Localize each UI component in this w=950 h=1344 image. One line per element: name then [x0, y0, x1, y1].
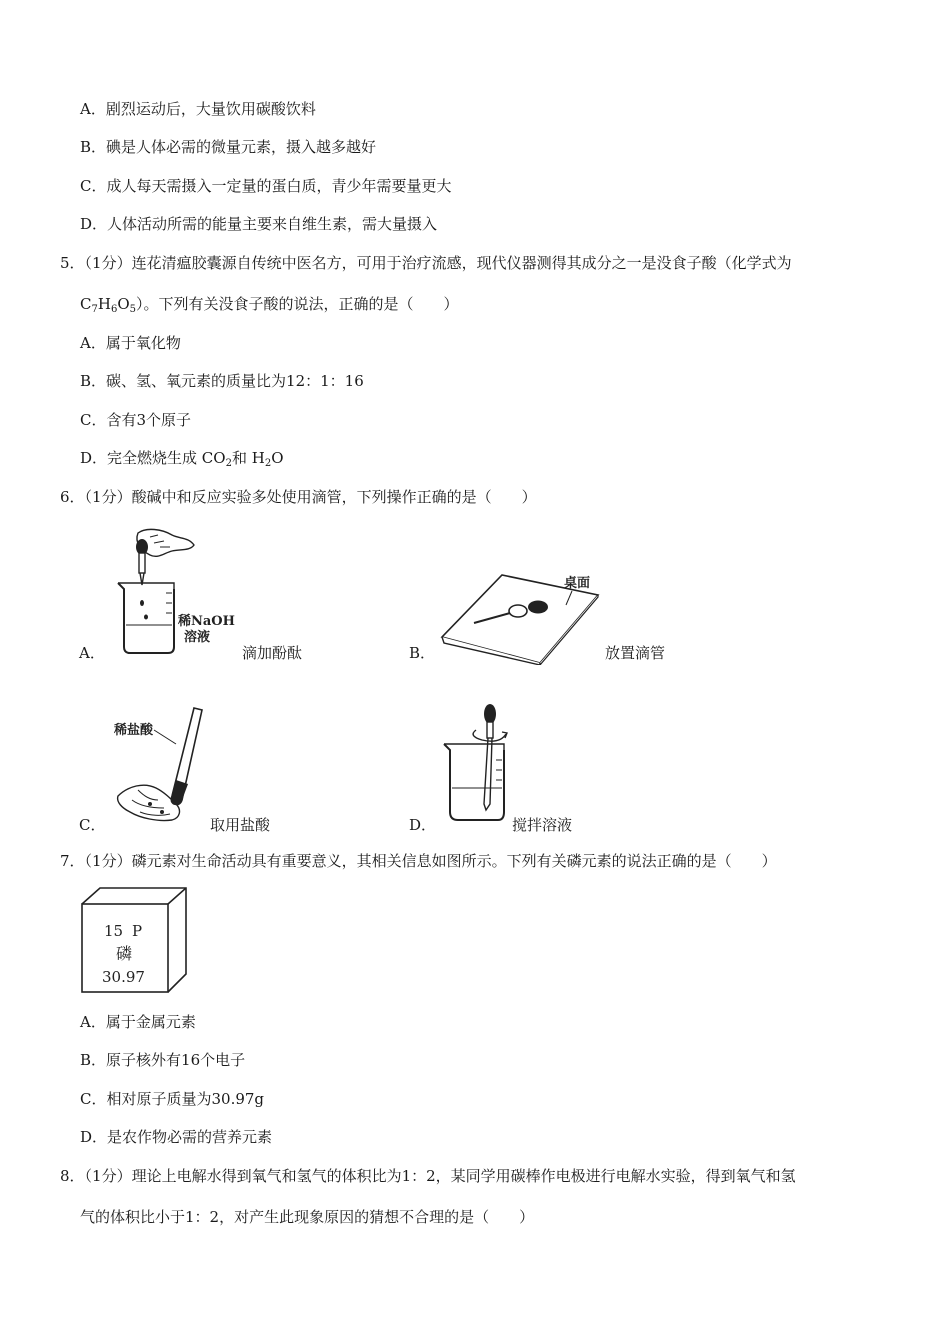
q7-element-mass: 30.97 [102, 968, 145, 986]
q7-element-symbol: P [132, 922, 143, 940]
q6-a-caption: 滴加酚酞 [242, 644, 303, 662]
q8-stem-line2: 气的体积比小于1：2，对产生此现象原因的猜想不合理的是（ ） [80, 1208, 535, 1226]
q7-element-name: 磷 [116, 944, 133, 963]
q5-formula: $C_7H_6O_5$ [80, 295, 137, 315]
q6-c-caption: 取用盐酸 [210, 816, 271, 834]
q6-a-letter: A． [79, 644, 105, 662]
q6-figure-d-stirring [440, 700, 510, 830]
q5-stem-line1: 5．（1分）连花清瘟胶囊源自传统中医名方，可用于治疗流感，现代仪器测得其成分之一是没食子酸（化学式为 [60, 254, 792, 272]
q6-b-label-table: 桌面 [564, 576, 591, 591]
q6-a-label-naoh: 稀NaOH [178, 614, 235, 629]
q5-option-b: B．碳、氢、氧元素的质量比为12：1：16 [80, 372, 364, 390]
q6-d-letter: D． [409, 816, 437, 834]
q6-stem: 6．（1分）酸碱中和反应实验多处使用滴管，下列操作正确的是（ ） [60, 488, 537, 506]
q7-option-a: A．属于金属元素 [80, 1013, 196, 1031]
q5-stem-line2: $C_7H_6O_5$）。下列有关没食子酸的说法，正确的是（ ） [80, 295, 459, 315]
q6-c-label-acid: 稀盐酸 [114, 723, 154, 738]
q6-c-letter: C． [79, 816, 106, 834]
q6-b-letter: B． [409, 644, 436, 662]
q5-option-c: C．含有3个原子 [80, 411, 192, 429]
q7-option-b: B．原子核外有16个电子 [80, 1051, 246, 1069]
q7-stem: 7．（1分）磷元素对生命活动具有重要意义，其相关信息如图所示。下列有关磷元素的说法正确的是（ ） [60, 852, 777, 870]
q4-option-d: D．人体活动所需的能量主要来自维生素，需大量摄入 [80, 215, 438, 233]
q4-option-a: A．剧烈运动后，大量饮用碳酸饮料 [80, 100, 316, 118]
q7-element-number: 15 [104, 922, 124, 940]
q6-b-caption: 放置滴管 [605, 644, 666, 662]
q5-option-d: D．完全燃烧生成 $CO_2$和 $H_2O$ [80, 449, 284, 469]
q6-a-label-solution: 溶液 [184, 630, 211, 645]
q6-d-caption: 搅拌溶液 [512, 816, 573, 834]
q7-element-card-phosphorus [80, 886, 188, 994]
q6-figure-b-dropper-on-table [440, 565, 605, 665]
q6-figure-a-dropper-beaker [110, 525, 240, 660]
q7-option-d: D．是农作物必需的营养元素 [80, 1128, 273, 1146]
q4-option-c: C．成人每天需摄入一定量的蛋白质，青少年需要量更大 [80, 177, 452, 195]
q7-option-c: C．相对原子质量为30.97g [80, 1090, 265, 1108]
q4-option-b: B．碘是人体必需的微量元素，摄入越多越好 [80, 138, 377, 156]
q6-figure-c-taking-acid [110, 700, 210, 825]
q8-stem-line1: 8．（1分）理论上电解水得到氧气和氢气的体积比为1：2，某同学用碳棒作电极进行电解水实验，得到氧气和氢 [60, 1167, 796, 1185]
q5-option-a: A．属于氧化物 [80, 334, 181, 352]
